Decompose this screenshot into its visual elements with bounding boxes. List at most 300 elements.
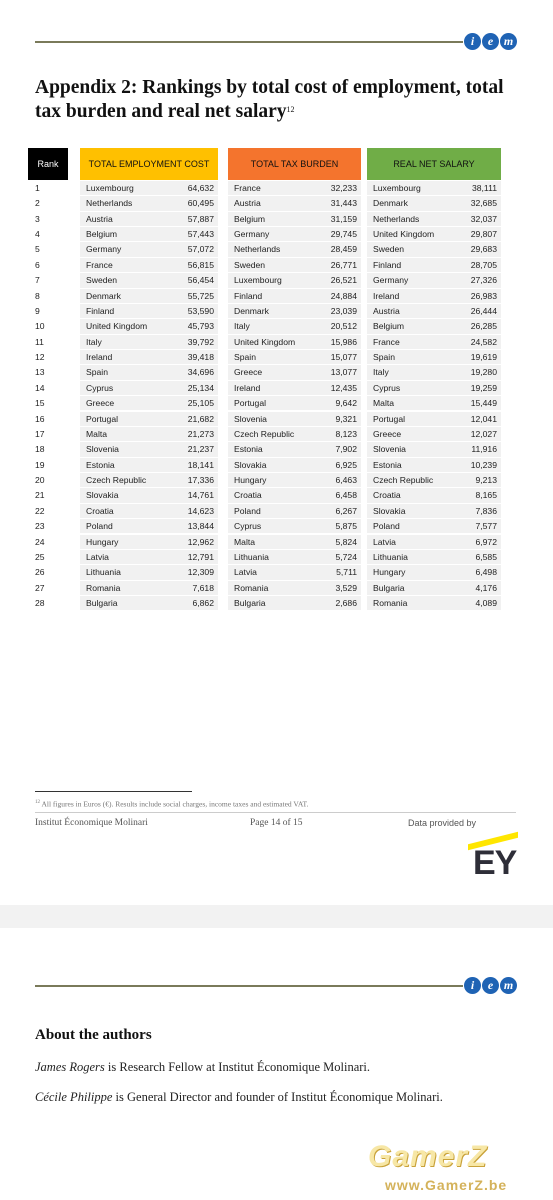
country-name: Cyprus [373,382,401,393]
country-name: Ireland [373,290,400,301]
country-name: United Kingdom [234,336,296,347]
sal-cell [367,227,501,241]
country-name: Bulgaria [86,597,118,608]
country-name: Germany [373,275,409,286]
sal-cell [367,242,501,256]
country-name: Denmark [373,198,408,209]
amount-value: 39,418 [187,352,214,363]
country-name: Luxembourg [86,183,134,193]
country-name: Austria [234,198,261,209]
rank-cell: 13 [35,367,45,378]
tax-cell [228,273,361,287]
table-row [0,181,553,196]
amount-value: 27,326 [470,275,497,286]
amount-value: 18,141 [187,459,214,470]
emp-cell [80,519,218,533]
emp-cell [80,504,218,518]
footnote: $^{12}$ All figures in Euros (€). Results include social charges, income taxes and estimated VAT. [35,799,309,809]
tax-cell [228,565,361,579]
country-name: Lithuania [373,551,408,562]
amount-value: 24,582 [470,336,497,347]
country-name: France [373,336,400,347]
country-name: Poland [86,521,113,532]
table-row [0,581,553,596]
gamerz-watermark-url: www.GamerZ.be [385,1177,508,1193]
country-name: Romania [86,582,121,593]
country-name: Germany [86,244,122,255]
logo-letter: e [482,977,499,994]
tax-cell [228,412,361,426]
amount-value: 15,986 [330,336,357,347]
amount-value: 53,590 [187,305,214,316]
amount-value: 29,683 [470,244,497,255]
country-name: Poland [234,505,261,516]
country-name: Lithuania [86,567,121,578]
country-name: Estonia [86,459,115,470]
emp-cell [80,581,218,595]
table-row [0,504,553,519]
table-row [0,412,553,427]
iem-logo-page-15 [464,977,517,994]
logo-letter: m [500,977,517,994]
tax-cell [228,289,361,303]
emp-cell [80,473,218,487]
country-name: Slovenia [234,413,267,424]
country-name: Croatia [234,490,262,501]
amount-value: 4,176 [475,582,497,593]
emp-cell [80,273,218,287]
table-row [0,565,553,580]
tax-cell [228,181,361,195]
rank-cell: 2 [35,198,40,209]
amount-value: 28,459 [330,244,357,255]
amount-value: 14,623 [187,505,214,516]
rank-cell: 23 [35,521,45,532]
amount-value: 26,521 [330,275,357,286]
emp-cell [80,289,218,303]
country-name: Estonia [234,444,263,455]
country-name: Cyprus [86,382,114,393]
sal-cell [367,258,501,272]
emp-cell [80,565,218,579]
rank-cell: 17 [35,428,45,439]
amount-value: 4,089 [475,597,497,608]
sal-cell [367,535,501,549]
country-name: Romania [234,582,269,593]
rank-cell: 6 [35,259,40,270]
country-name: Denmark [234,305,269,316]
amount-value: 9,321 [335,413,357,424]
country-name: Italy [86,336,102,347]
logo-letter: i [464,977,481,994]
amount-value: 26,285 [470,321,497,332]
country-name: Czech Republic [86,475,147,486]
sal-cell [367,473,501,487]
tax-cell [228,519,361,533]
sal-cell [367,304,501,318]
emp-cell [80,412,218,426]
emp-cell [80,227,218,241]
amount-value: 12,435 [330,382,357,393]
amount-value: 12,041 [470,413,497,424]
sal-cell [367,458,501,472]
rank-cell: 19 [35,459,45,470]
amount-value: 29,807 [470,229,497,240]
amount-value: 26,983 [470,290,497,301]
country-name: France [86,259,113,270]
country-name: Malta [234,536,256,547]
country-name: Croatia [373,490,401,501]
country-name: Portugal [373,413,406,424]
footer-rule [35,812,516,813]
sal-cell [367,596,501,610]
amount-value: 12,027 [470,428,497,439]
rank-cell: 7 [35,275,40,286]
amount-value: 23,039 [330,305,357,316]
header-employment-cost: TOTAL EMPLOYMENT COST [80,148,218,180]
amount-value: 25,134 [187,382,214,393]
amount-value: 3,529 [335,582,357,593]
emp-cell [80,319,218,333]
table-row [0,596,553,611]
table-row [0,196,553,211]
table-row [0,350,553,365]
amount-value: 56,815 [187,259,214,270]
country-name: Hungary [234,475,267,486]
country-name: United Kingdom [86,321,148,332]
emp-cell [80,488,218,502]
amount-value: 26,771 [330,259,357,270]
logo-letter: m [500,33,517,50]
country-name: Bulgaria [234,597,266,608]
emp-cell [80,596,218,610]
amount-value: 32,037 [470,213,497,224]
amount-value: 5,824 [335,536,357,547]
rank-cell: 9 [35,305,40,316]
amount-value: 32,685 [470,198,497,209]
header-rule-page-15 [35,985,463,987]
amount-value: 5,724 [335,551,357,562]
country-name: Bulgaria [373,582,405,593]
country-name: Latvia [373,536,396,547]
amount-value: 7,836 [475,505,497,516]
header-rule [35,41,463,43]
country-name: Croatia [86,505,114,516]
sal-cell [367,396,501,410]
country-name: Sweden [373,244,405,255]
emp-cell [80,196,218,210]
rank-cell: 26 [35,567,45,578]
sal-cell [367,581,501,595]
amount-value: 64,632 [187,183,214,193]
table-row [0,304,553,319]
header-net-salary: REAL NET SALARY [367,148,501,180]
country-name: Greece [86,398,115,409]
country-name: Czech Republic [234,428,295,439]
country-name: Ireland [86,352,113,363]
country-name: Estonia [373,459,402,470]
rank-cell: 18 [35,444,45,455]
rank-cell: 25 [35,551,45,562]
country-name: Czech Republic [373,475,434,486]
amount-value: 60,495 [187,198,214,209]
footer-data-provider: Data provided by [408,818,477,828]
rank-cell: 8 [35,290,40,301]
rank-cell: 21 [35,490,45,501]
country-name: Denmark [86,290,121,301]
author-bio-philippe: Cécile Philippe is General Director and founder of Institut Économique Molinari. [35,1090,443,1104]
tax-cell [228,596,361,610]
rank-cell: 28 [35,597,45,608]
amount-value: 6,498 [475,567,497,578]
emp-cell [80,535,218,549]
country-name: Germany [234,229,270,240]
about-authors-heading: About the authors [35,1027,152,1043]
amount-value: 21,682 [187,413,214,424]
amount-value: 6,585 [475,551,497,562]
sal-cell [367,196,501,210]
tax-cell [228,581,361,595]
country-name: United Kingdom [373,229,435,240]
table-row [0,319,553,334]
amount-value: 13,077 [330,367,357,378]
table-row [0,535,553,550]
amount-value: 56,454 [187,275,214,286]
tax-cell [228,442,361,456]
amount-value: 38,111 [471,183,497,193]
country-name: Hungary [373,567,406,578]
emp-cell [80,335,218,349]
emp-cell [80,550,218,564]
amount-value: 55,725 [187,290,214,301]
tax-cell [228,381,361,395]
country-name: Malta [373,398,395,409]
table-row [0,519,553,534]
amount-value: 19,259 [470,382,497,393]
table-row [0,458,553,473]
emp-cell [80,242,218,256]
country-name: Hungary [86,536,119,547]
country-name: Sweden [234,259,266,270]
header-tax-burden: TOTAL TAX BURDEN [228,148,361,180]
country-name: Slovakia [234,459,267,470]
rank-cell: 5 [35,244,40,255]
amount-value: 15,449 [470,398,497,409]
amount-value: 31,159 [330,213,357,224]
table-row [0,473,553,488]
table-row [0,227,553,242]
country-name: Italy [234,321,250,332]
country-name: Greece [373,428,402,439]
amount-value: 24,884 [330,290,357,301]
tax-cell [228,335,361,349]
country-name: Slovakia [373,505,406,516]
tax-cell [228,196,361,210]
country-name: Spain [234,352,256,363]
amount-value: 57,443 [187,229,214,240]
tax-cell [228,550,361,564]
amount-value: 7,577 [475,521,497,532]
table-row [0,289,553,304]
amount-value: 10,239 [470,459,497,470]
table-row [0,442,553,457]
amount-value: 57,887 [187,213,214,224]
amount-value: 8,165 [475,490,497,501]
amount-value: 8,123 [335,428,357,439]
country-name: Spain [373,352,395,363]
country-name: Ireland [234,382,261,393]
sal-cell [367,427,501,441]
rank-cell: 16 [35,413,45,424]
country-name: Malta [86,428,108,439]
amount-value: 14,761 [187,490,214,501]
amount-value: 6,972 [475,536,497,547]
logo-letter: e [482,33,499,50]
amount-value: 21,273 [187,428,214,439]
emp-cell [80,381,218,395]
country-name: Austria [373,305,400,316]
country-name: Belgium [373,321,405,332]
sal-cell [367,319,501,333]
emp-cell [80,212,218,226]
footer-org: Institut Économique Molinari [35,818,148,828]
table-row [0,381,553,396]
rank-cell: 20 [35,475,45,486]
sal-cell [367,504,501,518]
amount-value: 25,105 [187,398,214,409]
tax-cell [228,350,361,364]
table-row [0,365,553,380]
country-name: Austria [86,213,113,224]
amount-value: 12,962 [187,536,214,547]
tax-cell [228,227,361,241]
gamerz-watermark: GamerZ [368,1140,488,1173]
amount-value: 6,862 [192,597,214,608]
tax-cell [228,396,361,410]
amount-value: 19,619 [470,352,497,363]
amount-value: 7,902 [335,444,357,455]
amount-value: 9,642 [335,398,357,409]
amount-value: 2,686 [335,597,357,608]
amount-value: 45,793 [187,321,214,332]
country-name: Latvia [234,567,257,578]
country-name: Sweden [86,275,118,286]
country-name: Portugal [234,398,267,409]
country-name: Finland [373,259,402,270]
footnote-rule [35,791,192,792]
amount-value: 19,280 [470,367,497,378]
amount-value: 57,072 [187,244,214,255]
table-row [0,258,553,273]
emp-cell [80,427,218,441]
iem-logo [464,33,517,50]
page-title: Appendix 2: Rankings by total cost of employment, total tax burden and real net salary$^{12}$ [35,77,504,122]
emp-cell [80,442,218,456]
amount-value: 29,745 [330,229,357,240]
sal-cell [367,289,501,303]
table-row [0,396,553,411]
country-name: Luxembourg [373,183,421,193]
country-name: Finland [86,305,115,316]
sal-cell [367,212,501,226]
country-name: France [234,183,261,193]
rank-cell: 14 [35,382,45,393]
tax-cell [228,427,361,441]
tax-cell [228,212,361,226]
amount-value: 6,267 [335,505,357,516]
title-footnote-ref: 12 [286,105,295,114]
emp-cell [80,350,218,364]
sal-cell [367,488,501,502]
country-name: Netherlands [86,198,133,209]
sal-cell [367,365,501,379]
table-row [0,335,553,350]
amount-value: 21,237 [187,444,214,455]
amount-value: 26,444 [470,305,497,316]
table-row [0,212,553,227]
header-rank: Rank [28,148,68,180]
emp-cell [80,304,218,318]
country-name: Cyprus [234,521,262,532]
footer-page-number: Page 14 of 15 [250,818,303,828]
tax-cell [228,473,361,487]
amount-value: 28,705 [470,259,497,270]
emp-cell [80,258,218,272]
country-name: Poland [373,521,400,532]
amount-value: 5,875 [335,521,357,532]
tax-cell [228,304,361,318]
tax-cell [228,365,361,379]
emp-cell [80,396,218,410]
country-name: Netherlands [373,213,420,224]
country-name: Belgium [86,229,118,240]
logo-letter: i [464,33,481,50]
country-name: Slovenia [373,444,406,455]
country-name: Romania [373,597,408,608]
country-name: Slovakia [86,490,119,501]
sal-cell [367,350,501,364]
table-row [0,488,553,503]
country-name: Portugal [86,413,119,424]
table-row [0,550,553,565]
amount-value: 31,443 [330,198,357,209]
amount-value: 6,463 [335,475,357,486]
amount-value: 39,792 [187,336,214,347]
sal-cell [367,381,501,395]
sal-cell [367,565,501,579]
tax-cell [228,242,361,256]
country-name: Belgium [234,213,266,224]
amount-value: 12,791 [187,551,214,562]
amount-value: 7,618 [192,582,214,593]
country-name: Netherlands [234,244,281,255]
amount-value: 9,213 [475,475,497,486]
amount-value: 6,458 [335,490,357,501]
amount-value: 5,711 [336,567,357,578]
amount-value: 13,844 [187,521,214,532]
rank-cell: 3 [35,213,40,224]
amount-value: 17,336 [187,475,214,486]
tax-cell [228,535,361,549]
emp-cell [80,458,218,472]
rank-cell: 27 [35,582,45,593]
country-name: Slovenia [86,444,119,455]
ey-logo: EY [473,844,517,882]
country-name: Spain [86,367,108,378]
table-row [0,242,553,257]
rank-cell: 4 [35,229,40,240]
sal-cell [367,181,501,195]
